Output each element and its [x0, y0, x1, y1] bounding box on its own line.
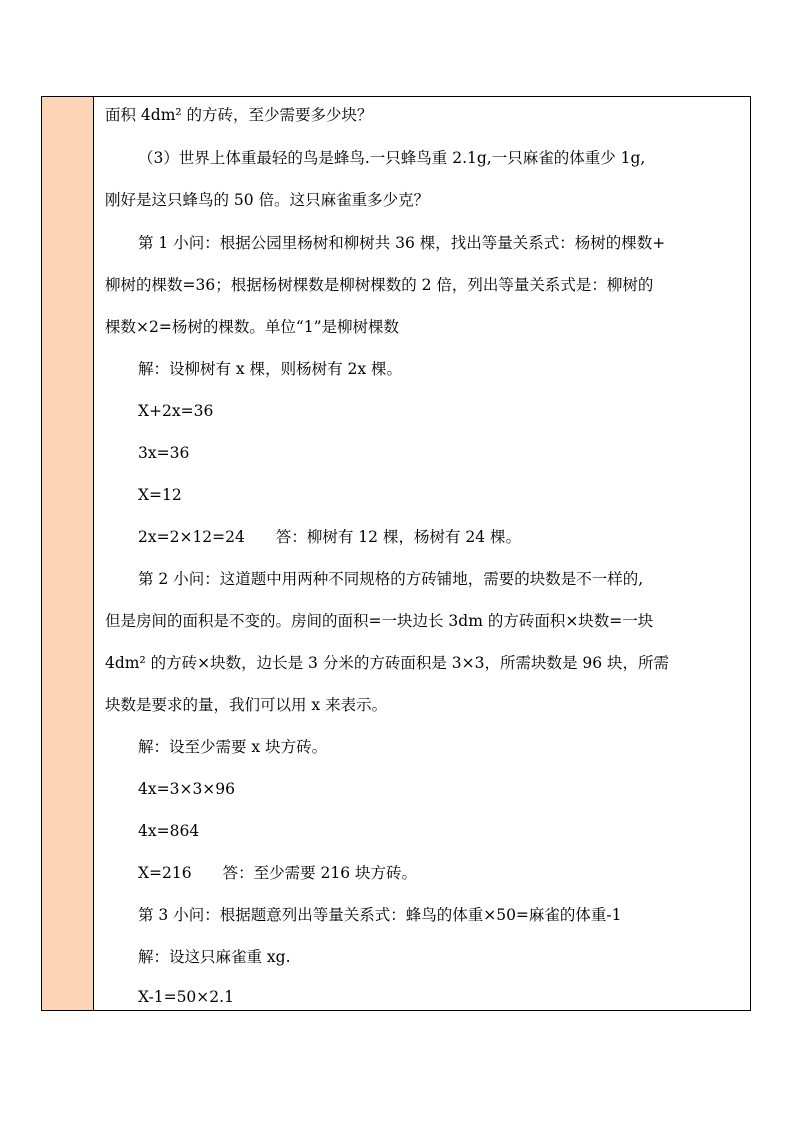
- table-frame: [41, 96, 751, 1011]
- shaded-side-column: [42, 97, 94, 1010]
- text-line: （3）世界上体重最轻的鸟是蜂鸟.一只蜂鸟重 2.1g,一只麻雀的体重少 1g,: [138, 149, 646, 167]
- text-line: 解：设柳树有 x 棵，则杨树有 2x 棵。: [138, 360, 403, 378]
- equation-line: X=12: [138, 486, 182, 504]
- text-line: 但是房间的面积是不变的。房间的面积=一块边长 3dm 的方砖面积×块数=一块: [105, 612, 654, 630]
- text-line: 4dm² 的方砖×块数，边长是 3 分米的方砖面积是 3×3，所需块数是 96 块，所需: [105, 654, 670, 672]
- text-line: 柳树的棵数=36；根据杨树棵数是柳树棵数的 2 倍，列出等量关系式是：柳树的: [105, 276, 654, 294]
- text-line: 棵数×2=杨树的棵数。单位“1”是柳树棵数: [105, 318, 400, 336]
- text-line: 刚好是这只蜂鸟的 50 倍。这只麻雀重多少克？: [105, 191, 430, 209]
- text-line: 解：设这只麻雀重 xg.: [138, 948, 291, 966]
- text-line: 第 1 小问：根据公园里杨树和柳树共 36 棵，找出等量关系式：杨树的棵数+: [138, 234, 666, 252]
- text-line: 解：设至少需要 x 块方砖。: [138, 738, 328, 756]
- content-column: [94, 97, 750, 1010]
- equation-line: 4x=864: [138, 822, 200, 840]
- equation-line: X=216 答：至少需要 216 块方砖。: [138, 864, 418, 882]
- text-line: 块数是要求的量，我们可以用 x 来表示。: [105, 696, 388, 714]
- equation-line: X-1=50×2.1: [138, 988, 234, 1006]
- equation-line: 3x=36: [138, 444, 190, 462]
- text-line: 面积 4dm² 的方砖，至少需要多少块？: [105, 106, 373, 124]
- text-line: 第 3 小问：根据题意列出等量关系式：蜂鸟的体重×50=麻雀的体重-1: [138, 906, 622, 924]
- equation-line: 4x=3×3×96: [138, 780, 236, 798]
- equation-line: 2x=2×12=24 答：柳树有 12 棵，杨树有 24 棵。: [138, 528, 522, 546]
- equation-line: X+2x=36: [138, 402, 214, 420]
- text-line: 第 2 小问：这道题中用两种不同规格的方砖铺地，需要的块数是不一样的,: [138, 570, 644, 588]
